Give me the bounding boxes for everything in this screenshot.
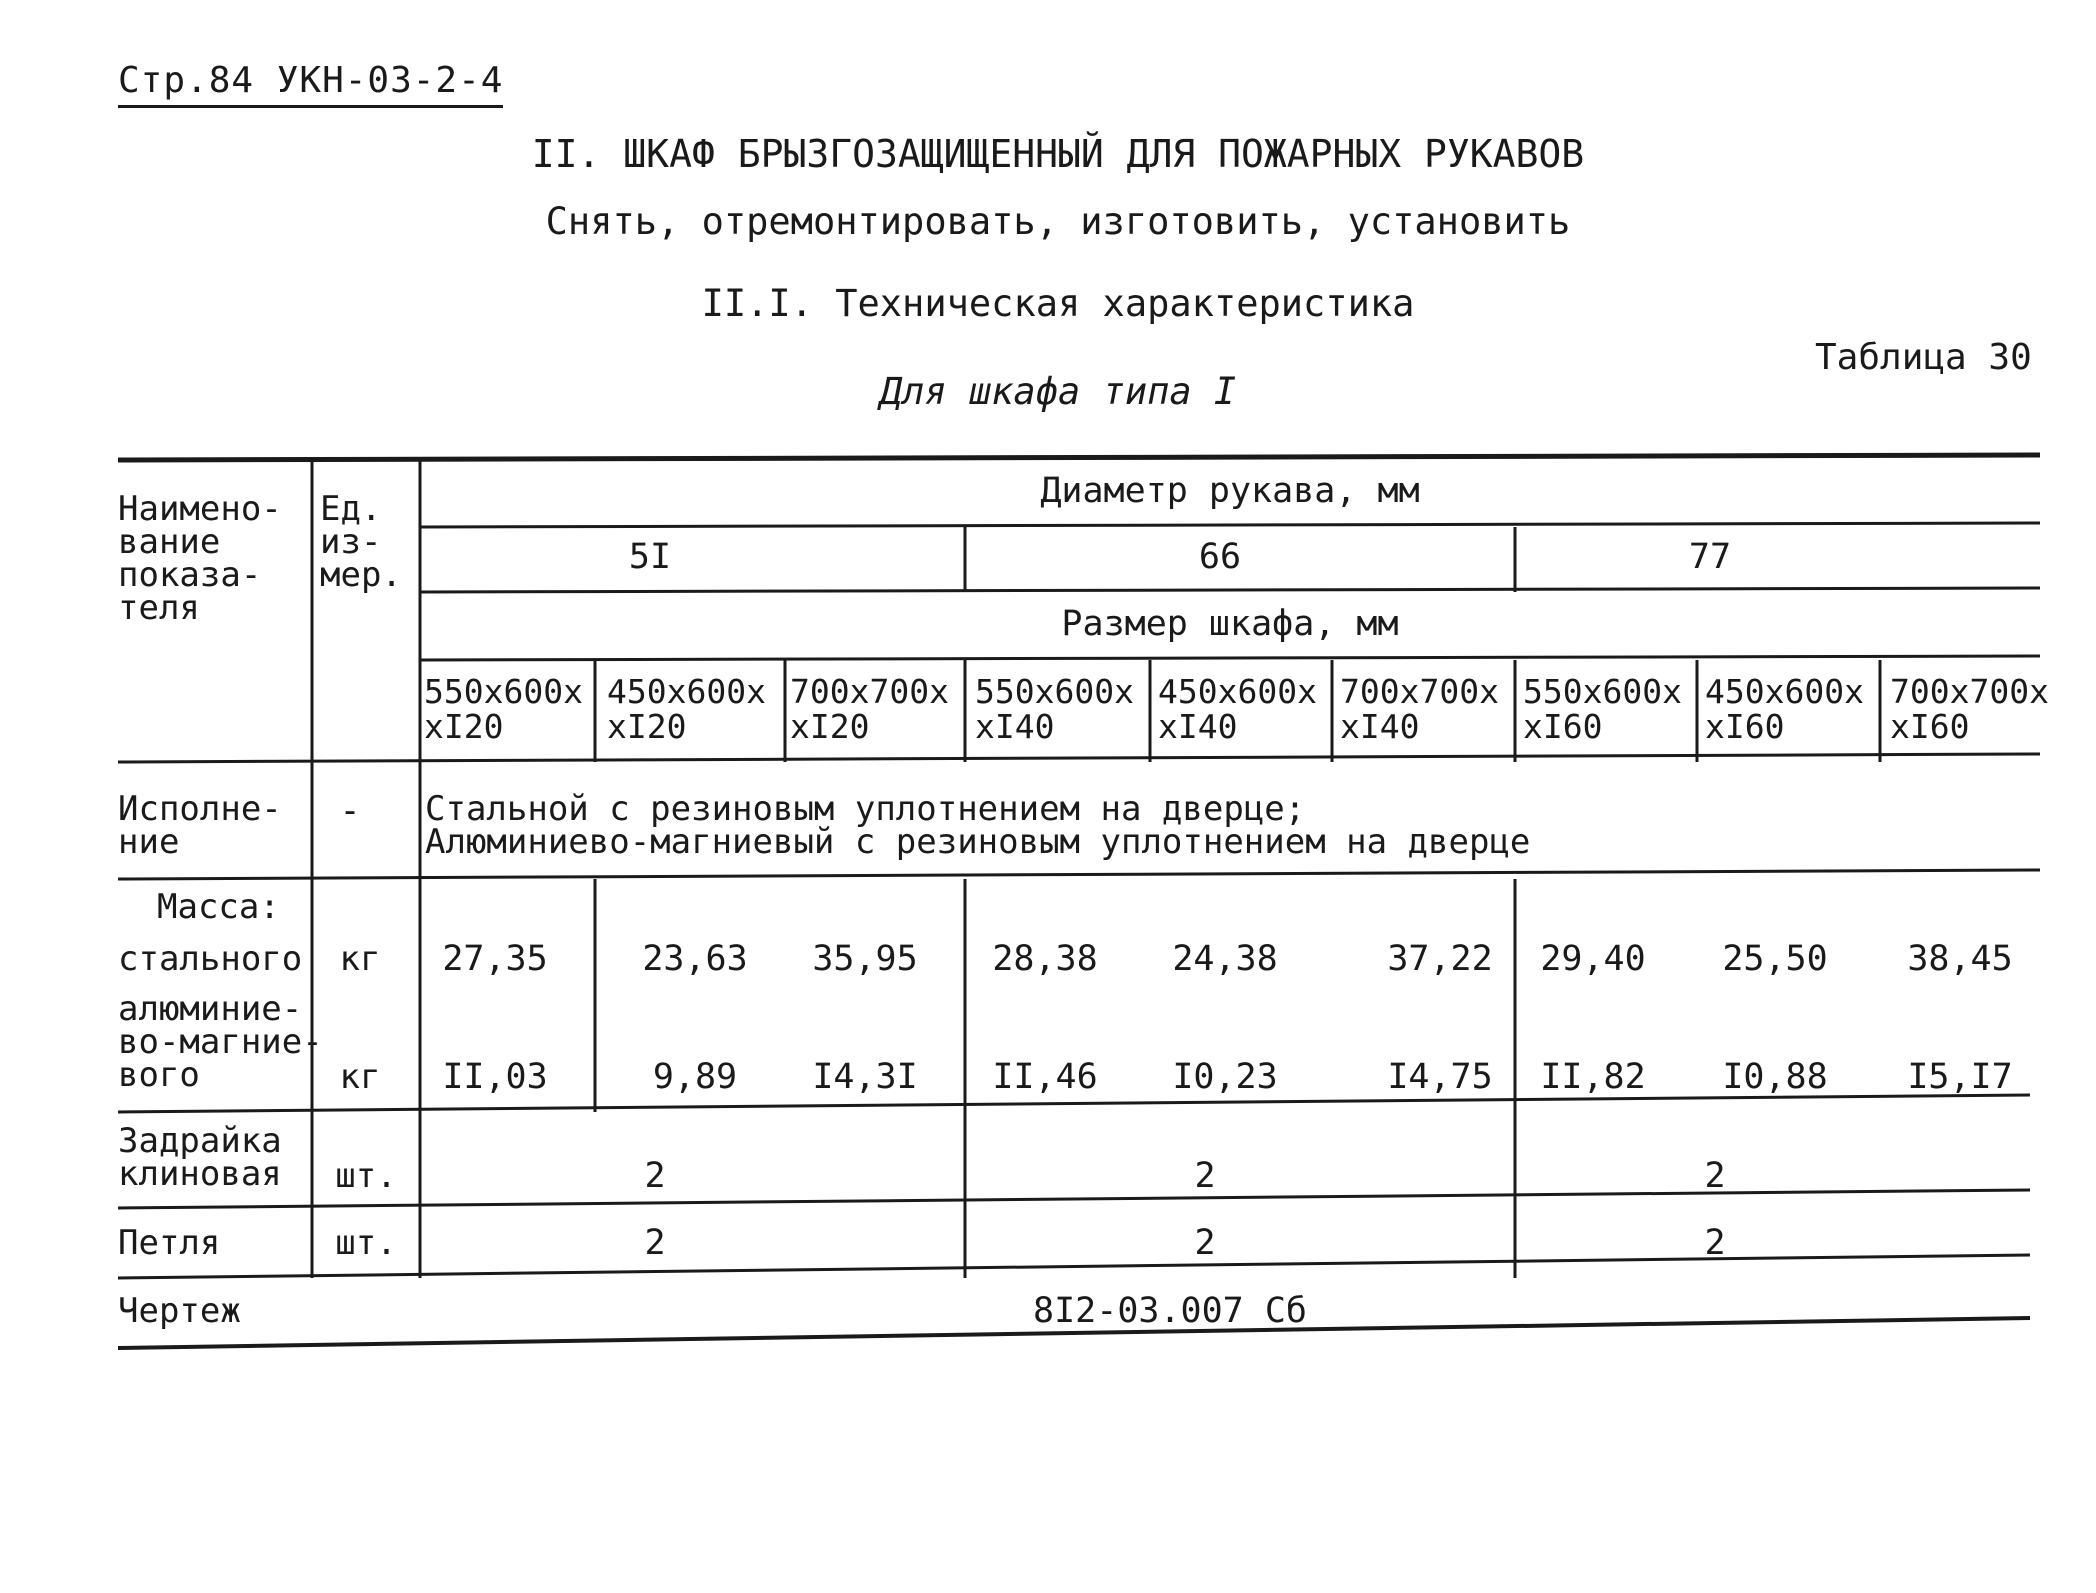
size-cell-line: 450x600x: [1158, 672, 1317, 711]
size-cell-line: 550x600x: [975, 672, 1134, 711]
size-cell-line: 700x700x: [1890, 672, 2049, 711]
hinge-value-51: 2: [644, 1223, 666, 1263]
size-cell-line: 550x600x: [1523, 672, 1682, 711]
diameter-66: 66: [1198, 537, 1242, 577]
col-unit-header-1: Ед.: [320, 489, 382, 529]
page-header: Стр.84 УКН-03-2-4: [118, 60, 503, 108]
mass-steel-label: стального: [118, 939, 303, 979]
document-title: II. ШКАФ БРЫЗГОЗАЩИЩЕННЫЙ ДЛЯ ПОЖАРНЫХ РУКАВОВ: [531, 132, 1585, 176]
size-cell-line: 700x700x: [790, 672, 949, 711]
size-cell-line: xI40: [1340, 707, 1420, 746]
clamp-value-77: 2: [1704, 1156, 1726, 1196]
drawing-label: Чертеж: [118, 1291, 241, 1331]
size-cell-line: 450x600x: [1705, 672, 1864, 711]
execution-label-2: ние: [118, 822, 180, 862]
col-name-header-3: показа-: [118, 555, 262, 595]
hinge-label: Петля: [118, 1223, 221, 1263]
hinge-value-77: 2: [1704, 1223, 1726, 1263]
mass-alum-value: II,03: [442, 1057, 548, 1097]
mass-alum-value: I4,3I: [812, 1057, 918, 1097]
mass-alum-value: I5,I7: [1907, 1057, 2013, 1097]
diameter-header: Диаметр рукава, мм: [1040, 471, 1420, 511]
mass-steel-value: 29,40: [1540, 939, 1646, 979]
size-cell-line: xI60: [1705, 707, 1785, 746]
size-cell-line: xI60: [1523, 707, 1603, 746]
document-subtitle: Снять, отремонтировать, изготовить, установить: [545, 200, 1571, 243]
col-name-header-1: Наимено-: [118, 489, 282, 529]
table-number: Таблица 30: [1815, 337, 2032, 378]
mass-steel-value: 27,35: [442, 939, 548, 979]
size-cell-line: xI40: [975, 707, 1055, 746]
table-caption: Для шкафа типа I: [879, 370, 1237, 413]
clamp-label-1: Задрайка: [118, 1121, 282, 1161]
mass-steel-value: 38,45: [1907, 939, 2013, 979]
col-unit-header-3: мер.: [320, 555, 402, 595]
mass-alum-value: I4,75: [1387, 1057, 1493, 1097]
col-unit-header-2: из-: [320, 522, 382, 562]
mass-alum-label-3: вого: [118, 1055, 200, 1095]
hinge-value-66: 2: [1194, 1223, 1216, 1263]
drawing-value: 8I2-03.007 Сб: [1033, 1291, 1307, 1331]
section-title: II.I. Техническая характеристика: [701, 282, 1415, 325]
diameter-77: 77: [1688, 537, 1732, 577]
mass-alum-value: I0,88: [1722, 1057, 1828, 1097]
mass-steel-value: 24,38: [1172, 939, 1278, 979]
mass-alum-label-1: алюминие-: [118, 989, 303, 1029]
clamp-unit: шт.: [335, 1156, 397, 1196]
clamp-value-51: 2: [644, 1156, 666, 1196]
mass-steel-value: 23,63: [642, 939, 748, 979]
mass-alum-value: 9,89: [652, 1057, 738, 1097]
size-cell-line: xI40: [1158, 707, 1238, 746]
size-cell-line: 700x700x: [1340, 672, 1499, 711]
size-cell-line: 450x600x: [607, 672, 766, 711]
mass-steel-value: 37,22: [1387, 939, 1493, 979]
size-header: Размер шкафа, мм: [1061, 604, 1399, 644]
size-cells: [424, 672, 2049, 746]
size-cell-line: xI60: [1890, 707, 1970, 746]
table-grid: [118, 455, 2040, 1348]
mass-cells: [442, 939, 2012, 1097]
mass-label: Масса:: [157, 887, 280, 927]
size-cell-line: xI20: [607, 707, 687, 746]
mass-alum-label-2: во-магние-: [118, 1022, 323, 1062]
size-cell-line: 550x600x: [424, 672, 583, 711]
clamp-label-2: клиновая: [118, 1154, 282, 1194]
mass-steel-value: 25,50: [1722, 939, 1828, 979]
mass-alum-value: II,46: [992, 1057, 1098, 1097]
col-name-header-2: вание: [118, 522, 221, 562]
diameter-51: 5I: [628, 537, 672, 577]
execution-unit: -: [339, 791, 361, 831]
size-cell-line: xI20: [790, 707, 870, 746]
size-cell-line: xI20: [424, 707, 504, 746]
mass-alum-value: I0,23: [1172, 1057, 1278, 1097]
hinge-unit: шт.: [335, 1223, 397, 1263]
execution-text-2: Алюминиево-магниевый с резиновым уплотнением на дверце: [425, 822, 1531, 862]
col-name-header-4: теля: [118, 588, 200, 628]
mass-steel-unit: кг: [339, 939, 381, 979]
execution-text-1: Стальной с резиновым уплотнением на дверце;: [425, 789, 1306, 829]
mass-alum-unit: кг: [339, 1057, 381, 1097]
clamp-value-66: 2: [1194, 1156, 1216, 1196]
mass-steel-value: 28,38: [992, 939, 1098, 979]
execution-label-1: Исполне-: [118, 789, 282, 829]
mass-steel-value: 35,95: [812, 939, 918, 979]
mass-alum-value: II,82: [1540, 1057, 1646, 1097]
